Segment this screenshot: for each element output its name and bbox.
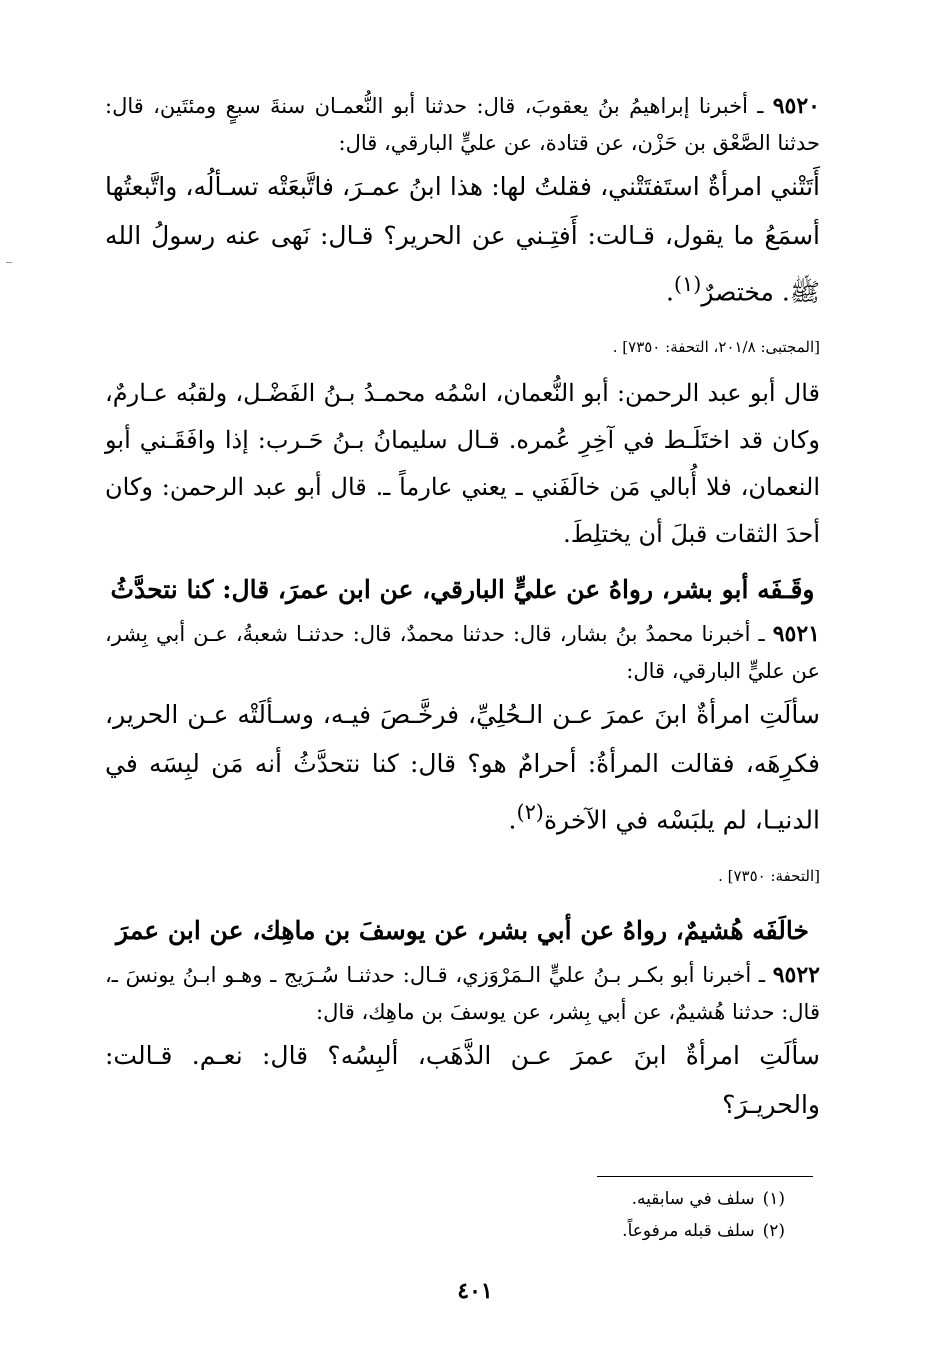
chapter-heading: خالَفَه هُشيمٌ، رواهُ عن أبي بشر، عن يوسفَ بن ماهِك، عن ابن عمرَ <box>116 915 809 945</box>
footnote-number: (٢) <box>762 1221 785 1241</box>
chapter-heading: وقَـفَه أبو بشر، رواهُ عن عليٍّ البارقي، عن ابن عمرَ، قال: كنا نتحدَّثُ <box>110 575 815 605</box>
hadith-9520-matn: أَتَتْني امرأةٌ استَفتَتْني، فقلتُ لها: هذا ابنُ عمـرَ، فاتَّبعَتْه تسـألُه، واتَّبعتُها أسمَعُ ما يقول، قـالت: أَفتِـني عن الحرير؟ قـال: نَهى عنه رسولُ الله ﷺ. مختصرٌ$^{(١)}$. <box>105 172 820 307</box>
hadith-number: ٩٥٢٢ <box>772 961 820 988</box>
hadith-number: ٩٥٢١ <box>772 621 820 648</box>
footnotes <box>400 1183 785 1247</box>
footnote-text: سلف قبله مرفوعاً. <box>622 1221 755 1241</box>
hadith-9520-reference: [المجتبى: ٢٠١/٨، التحفة: ٧٣٥٠] . <box>612 338 820 357</box>
margin-mark <box>6 262 12 263</box>
isnad-text: ـ أخبرنا إبراهيمُ بنُ يعقوبَ، قال: حدثنا أبو النُّعمـان سنةَ سبعٍ ومئتَين، قال: حدثنا الصَّعْق بن حَزْن، عن قتادة، عن عليٍّ البارقي، قال: <box>105 94 820 155</box>
footnote-text: سلف في سابقيه. <box>631 1189 755 1209</box>
matn-text: سألَتِ امرأةٌ ابنَ عمرَ عـن الـحُلِيِّ، فرخَّـصَ فيـه، وسـألَتْه عـن الحرير، فكرِهَه، فقالت المرأةُ: أحرامٌ هو؟ قال: كنا نتحدَّثُ أنه مَن لبِسَه في الدنيـا، لم يلبَسْه في الآخرة <box>105 700 820 835</box>
hadith-number: ٩٥٢٠ <box>772 93 820 119</box>
hadith-9521-matn: سألَتِ امرأةٌ ابنَ عمرَ عـن الـحُلِيِّ، فرخَّـصَ فيـه، وسـألَتْه عـن الحرير، فكرِهَه، فقالت المرأةُ: أحرامٌ هو؟ قال: كنا نتحدَّثُ أنه مَن لبِسَه في الدنيـا، لم يلبَسْه في الآخرة$^{(٢)}$. <box>105 700 820 835</box>
footnote-mark: (١) <box>673 272 702 296</box>
footnote-mark: (٢) <box>516 800 544 825</box>
isnad-text: ـ أخبرنا محمدُ بنُ بشار، قال: حدثنا محمدٌ، قال: حدثنـا شعبةُ، عـن أبي بِشر، عن عليٍّ البارقي، قال: <box>105 622 820 684</box>
page-number: ٤٠١ <box>457 1278 493 1304</box>
hadith-9520-isnad <box>105 88 820 162</box>
matn-text: أَتَتْني امرأةٌ استَفتَتْني، فقلتُ لها: هذا ابنُ عمـرَ، فاتَّبعَتْه تسـألُه، واتَّبعتُها أسمَعُ ما يقول، قـالت: أَفتِـني عن الحرير؟ قـال: نَهى عنه رسولُ الله ﷺ. مختصرٌ <box>105 172 820 307</box>
footnote-number: (١) <box>762 1189 785 1209</box>
hadith-9521-reference: [التحفة: ٧٣٥٠] . <box>718 866 820 885</box>
hadith-9522-matn: سألَتِ امرأةٌ ابنَ عمرَ عـن الذَّهَب، ألبِسُه؟ قال: نعـم. قـالت: والحريـرَ؟ <box>105 1040 820 1119</box>
page-body <box>105 88 820 1129</box>
footnote <box>400 1215 785 1247</box>
footnote <box>400 1183 785 1215</box>
hadith-9522-isnad <box>105 957 820 1031</box>
hadith-9521-isnad <box>105 616 820 690</box>
isnad-text: ـ أخبرنا أبو بكـر بـنُ عليٍّ الـمَرْوَزي، قـال: حدثنـا سُـرَيج ـ وهـو ابـنُ يونسَ ـ، قال: حدثنا هُشيمٌ، عن أبي بِشر، عن يوسفَ بن ماهِك، قال: <box>105 962 820 1024</box>
author-comment: قال أبو عبد الرحمن: أبو النُّعمان، اسْمُه محمـدُ بـنُ الفَضْـل، ولقبُه عـارمٌ، وكان قد اختَلَـط في آخِرِ عُمره. قـال سليمانُ بـنُ حَـرب: إذا وافَقَـني أبو النعمان، فلا أُبالي مَن خالَفَني ـ يعني عارماً ـ. قال أبو عبد الرحمن: وكان أحدَ الثقات قبلَ أن يختلِطَ. <box>105 379 820 549</box>
footnote-separator <box>597 1176 813 1177</box>
